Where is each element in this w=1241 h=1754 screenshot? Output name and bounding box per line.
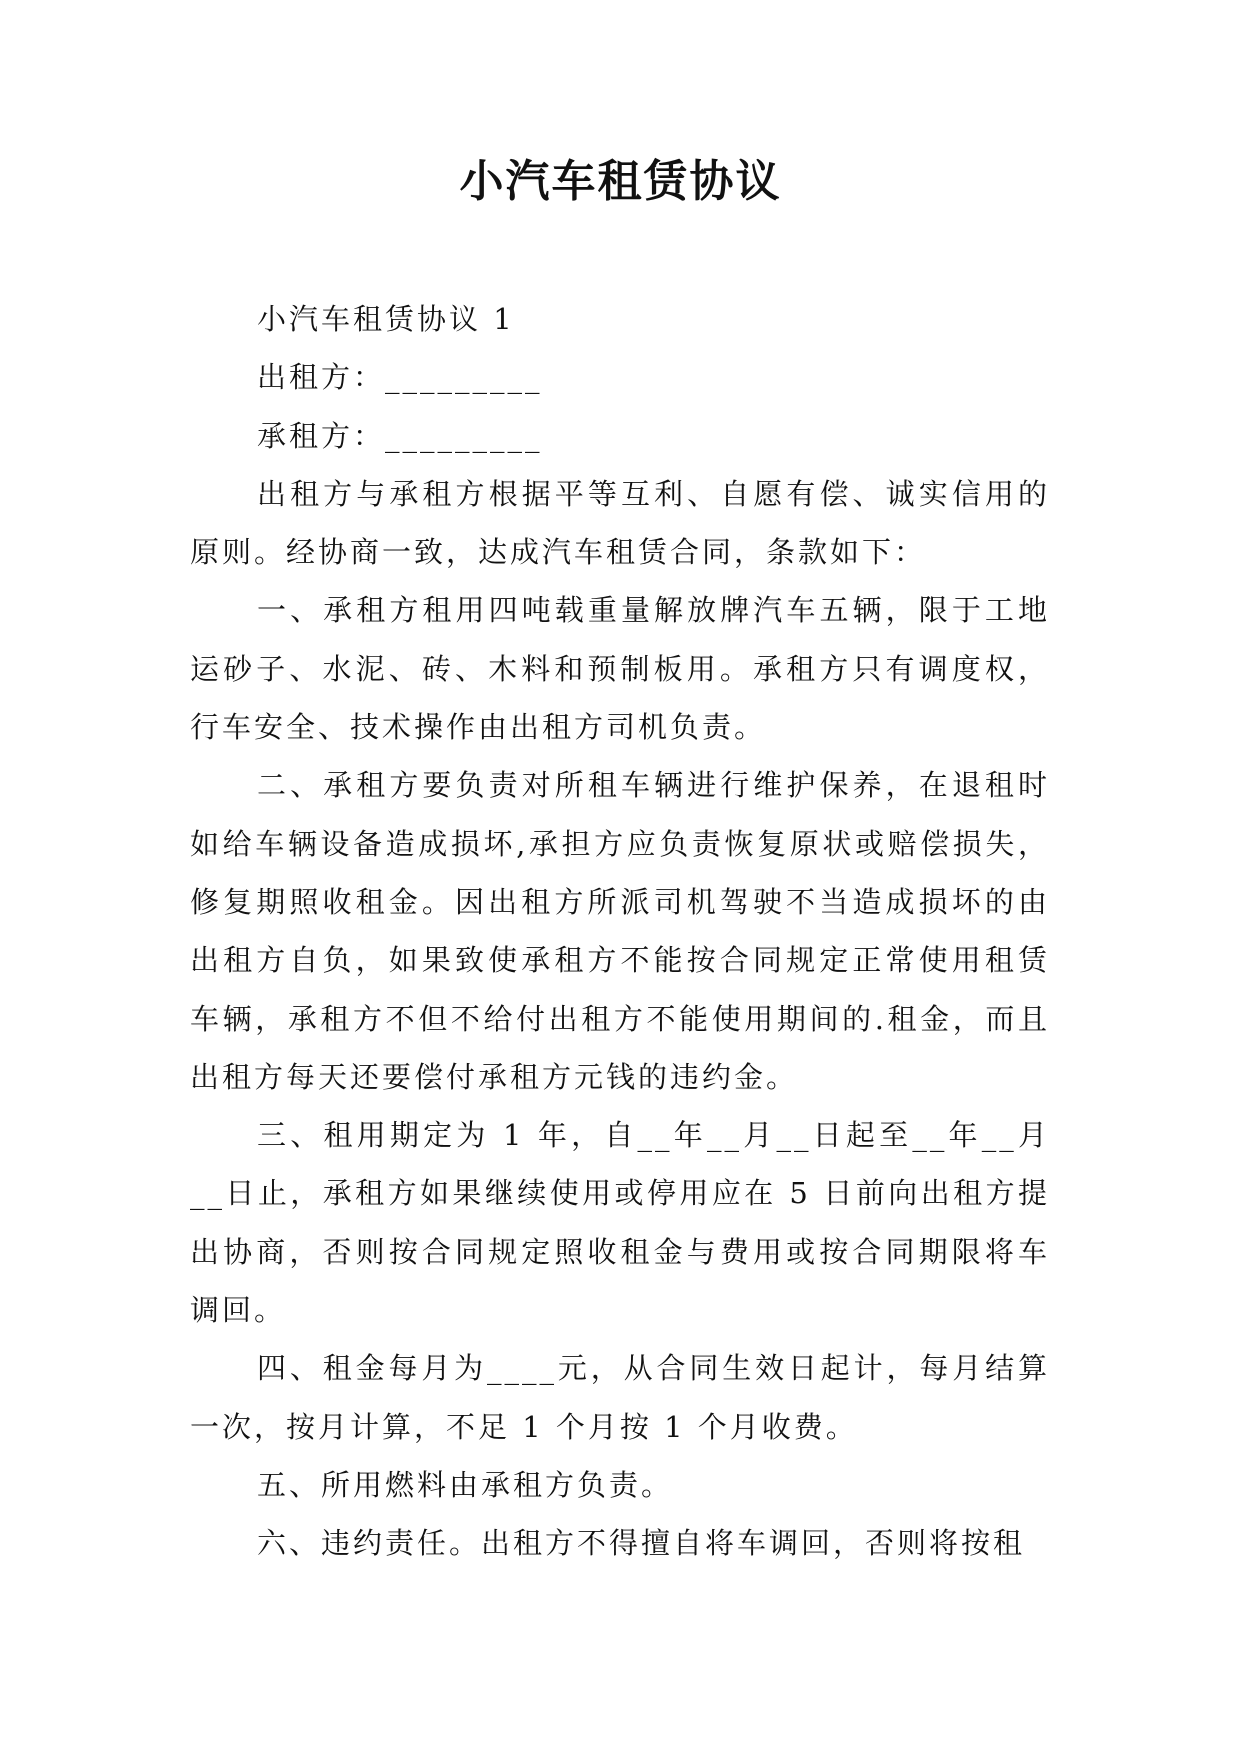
lessee-line: 承租方：_________ bbox=[257, 418, 543, 453]
document-body bbox=[190, 290, 1050, 1573]
agreement-subtitle: 小汽车租赁协议 1 bbox=[257, 302, 515, 336]
document-title: 小汽车租赁协议 bbox=[459, 156, 782, 207]
preamble-paragraph: 出租方与承租方根据平等互利、自愿有偿、诚实信用的原则。经协商一致，达成汽车租赁合同，条款如下： bbox=[190, 476, 1050, 570]
clause-3-paragraph: 三、租用期定为 1 年，自__年__月__日起至__年__月__日止，承租方如果继续使用或停用应在 5 日前向出租方提出协商，否则按合同规定照收租金与费用或按合同期限将车调回。 bbox=[190, 1118, 1050, 1328]
clause-4-paragraph: 四、租金每月为____元，从合同生效日起计，每月结算一次，按月计算，不足 1 个月按 1 个月收费。 bbox=[190, 1351, 1050, 1444]
lessor-line: 出租方：_________ bbox=[257, 360, 543, 395]
clause-1-paragraph: 一、承租方租用四吨载重量解放牌汽车五辆，限于工地运砂子、水泥、砖、木料和预制板用。承租方只有调度权，行车安全、技术操作由出租方司机负责。 bbox=[190, 593, 1050, 745]
clause-6-paragraph: 六、违约责任。出租方不得擅自将车调回，否则将按租 bbox=[257, 1526, 1026, 1561]
clause-5-paragraph: 五、所用燃料由承租方负责。 bbox=[257, 1467, 674, 1502]
clause-2-paragraph: 二、承租方要负责对所租车辆进行维护保养，在退租时如给车辆设备造成损坏,承担方应负责恢复原状或赔偿损失，修复期照收租金。因出租方所派司机驾驶不当造成损坏的由出租方自负，如果致使承租方不能按合同规定正常使用租赁车辆，承租方不但不给付出租方不能使用期间的.租金，而且出租方每天还要偿付承租方元钱的违约金。 bbox=[190, 768, 1050, 1094]
